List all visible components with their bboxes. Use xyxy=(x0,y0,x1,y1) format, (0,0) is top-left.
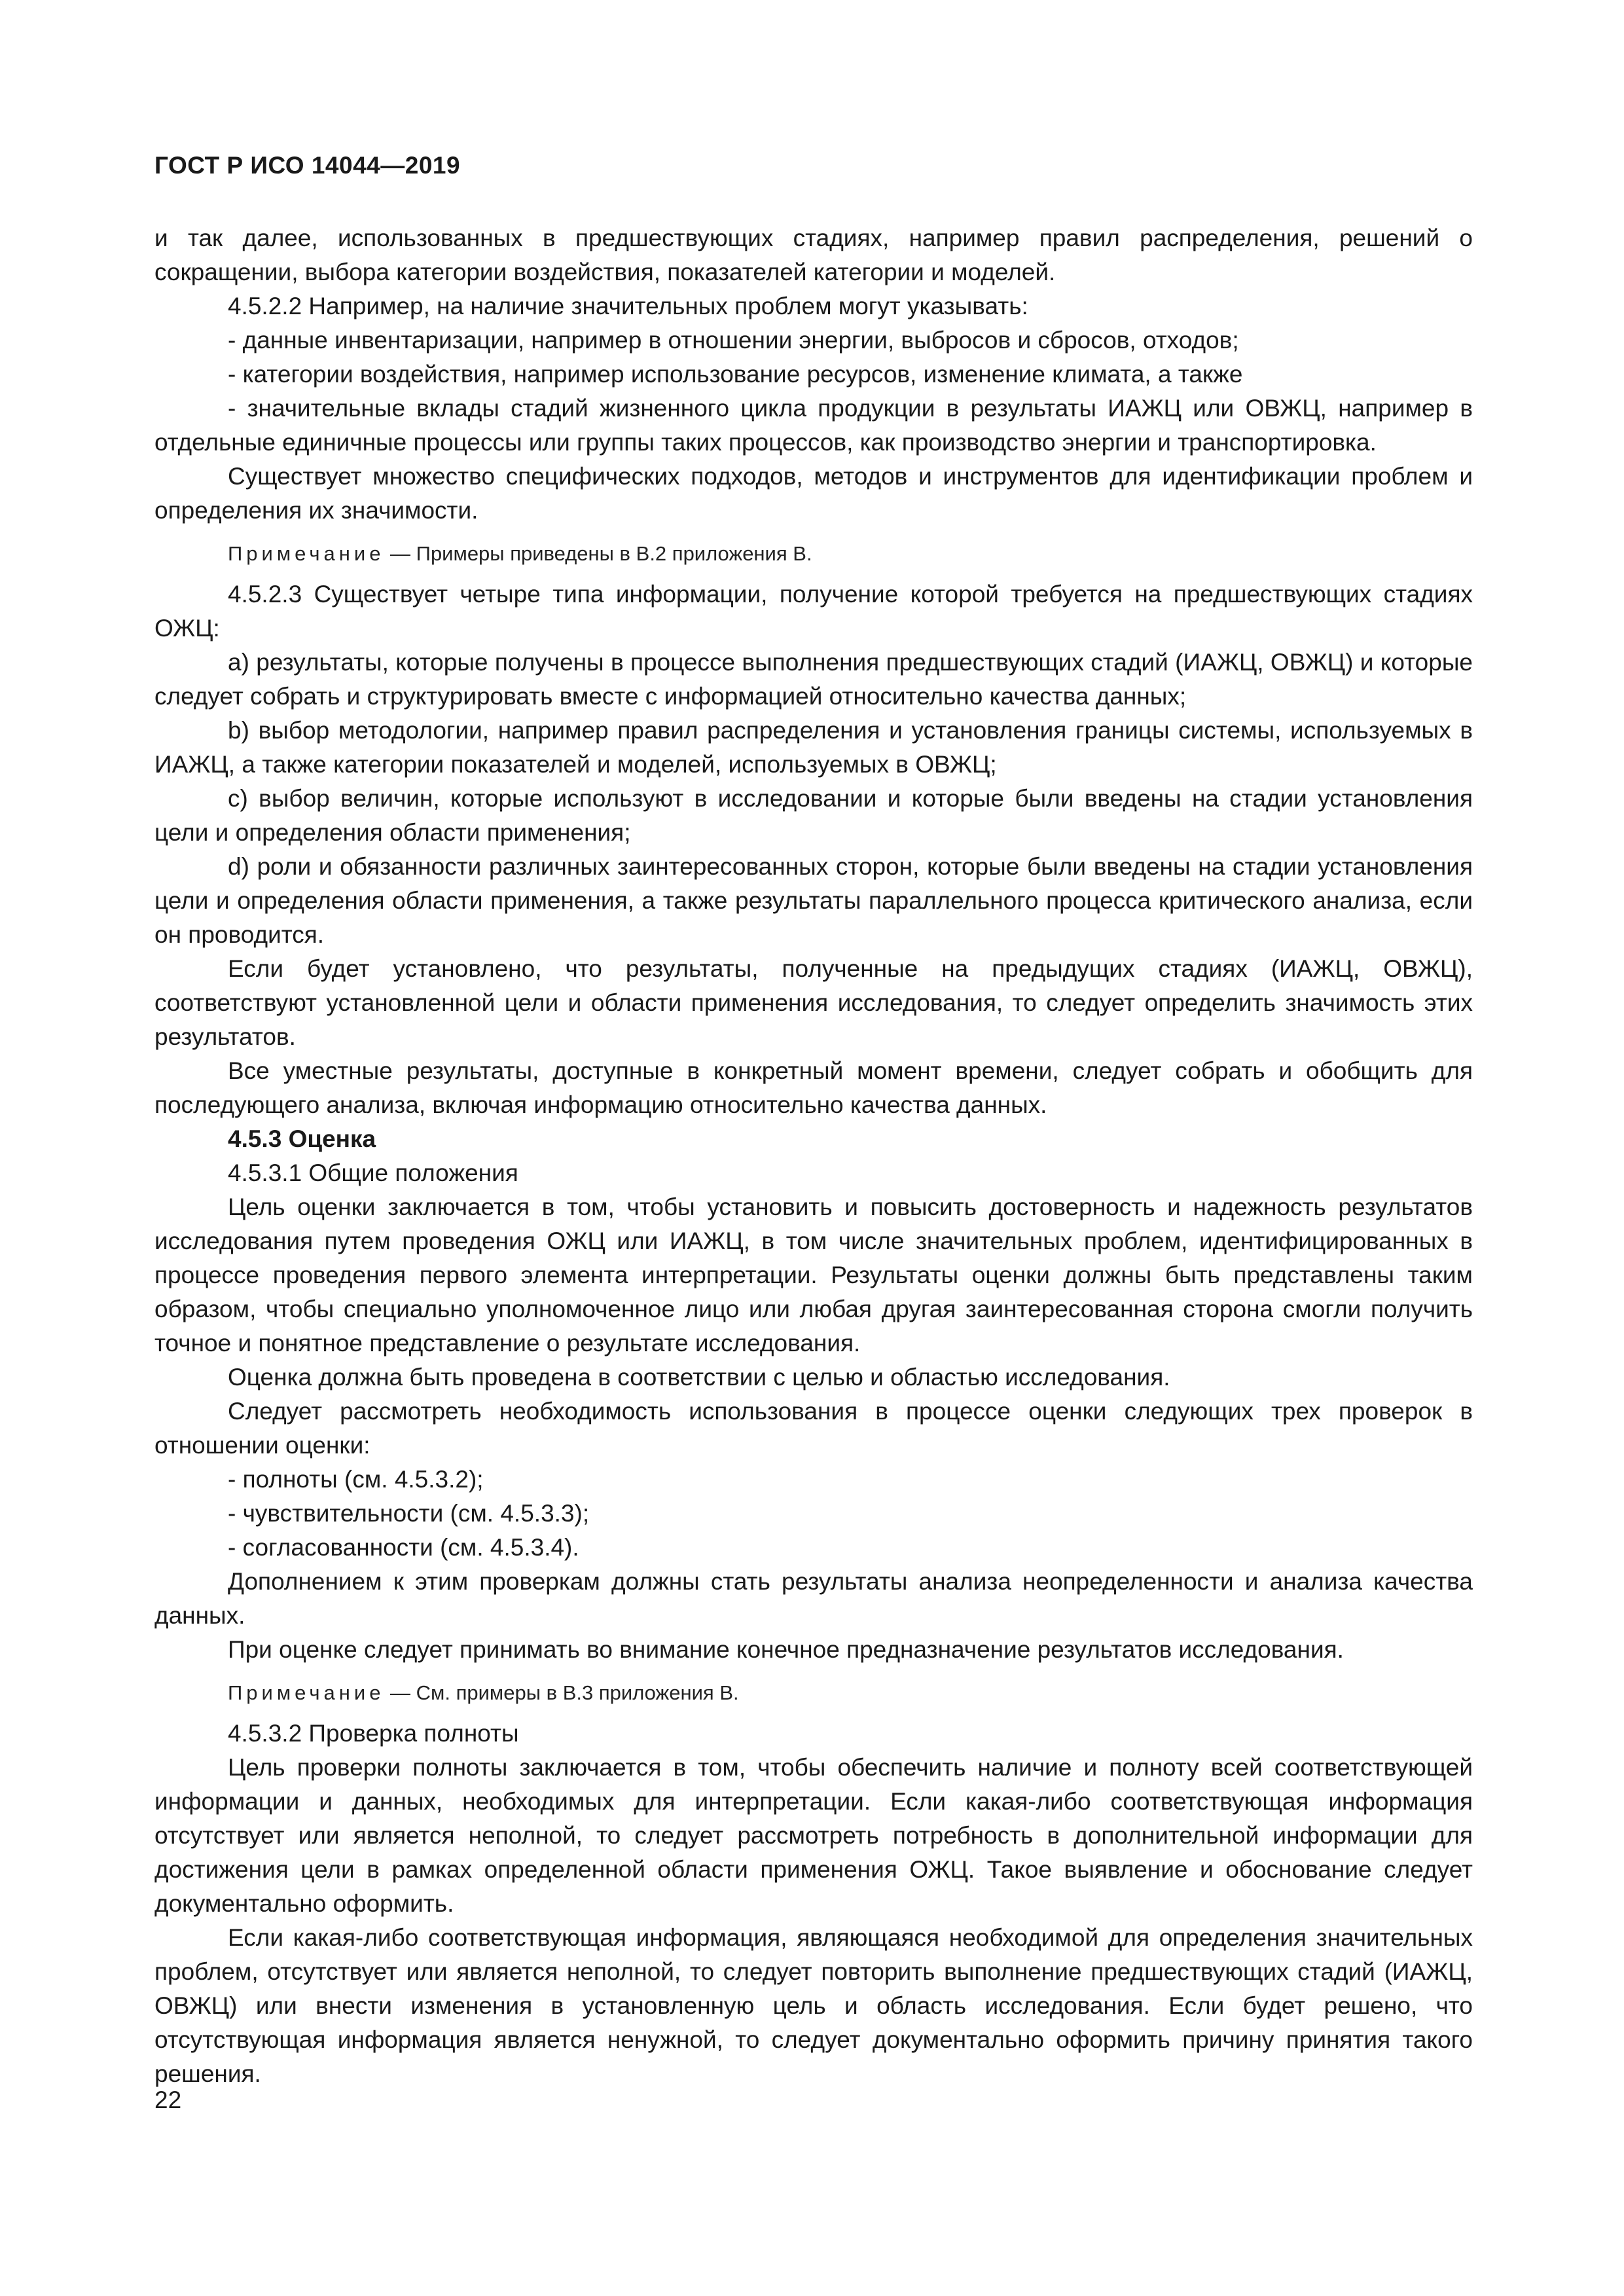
paragraph: Существует множество специфических подходов, методов и инструментов для идентификации проблем и определения их значимости. xyxy=(154,463,1473,524)
paragraph: При оценке следует принимать во внимание конечное предназначение результатов исследования. xyxy=(228,1636,1344,1663)
page-number: 22 xyxy=(154,2086,182,2113)
paragraph: Оценка должна быть проведена в соответствии с целью и областью исследования. xyxy=(228,1364,1170,1391)
note-label: Примечание xyxy=(228,1681,385,1704)
document-page xyxy=(154,0,1473,2296)
paragraph: и так далее, использованных в предшествующих стадиях, например правил распределения, решений о сокращении, выбора категории воздействия, показателей категории и моделей. xyxy=(154,225,1473,285)
paragraph: Цель оценки заключается в том, чтобы установить и повысить достоверность и надежность результатов исследования путем проведения ОЖЦ или ИАЖЦ, в том числе значительных проблем, идентифицированных в процессе проведения первого элемента интерпретации. Результаты оценки должны быть представлены таким образом, чтобы специально уполномоченное лицо или любая другая заинтересованная сторона смогли получить точное и понятное представление о результате исследования. xyxy=(154,1194,1473,1357)
note-text: — См. примеры в В.3 приложения В. xyxy=(384,1681,739,1704)
list-item: d) роли и обязанности различных заинтересованных сторон, которые были введены на стадии установления цели и определения области применения, а также результаты параллельного процесса критического анализа, если он проводится. xyxy=(154,853,1473,948)
list-item: - полноты (см. 4.5.3.2); xyxy=(228,1466,484,1493)
document-body xyxy=(154,221,1473,2091)
paragraph: Если будет установлено, что результаты, полученные на предыдущих стадиях (ИАЖЦ, ОВЖЦ), соответствуют установленной цели и области применения исследования, то следует определить значимость этих результатов. xyxy=(154,955,1473,1050)
paragraph: Все уместные результаты, доступные в конкретный момент времени, следует собрать и обобщить для последующего анализа, включая информацию относительно качества данных. xyxy=(154,1057,1473,1118)
paragraph: 4.5.2.2 Например, на наличие значительных проблем могут указывать: xyxy=(228,293,1028,319)
list-item: - значительные вклады стадий жизненного цикла продукции в результаты ИАЖЦ или ОВЖЦ, например в отдельные единичные процессы или группы таких процессов, как производство энергии и транспортировка. xyxy=(154,395,1473,456)
paragraph: Если какая-либо соответствующая информация, являющаяся необходимой для определения значительных проблем, отсутствует или является неполной, то следует повторить выполнение предшествующих стадий (ИАЖЦ, ОВЖЦ) или внести изменения в установленную цель и область исследования. Если будет решено, что отсутствующая информация является ненужной, то следует документально оформить причину принятия такого решения. xyxy=(154,1924,1473,2087)
list-item: - данные инвентаризации, например в отношении энергии, выбросов и сбросов, отходов; xyxy=(228,327,1239,354)
paragraph: Цель проверки полноты заключается в том, чтобы обеспечить наличие и полноту всей соответствующей информации и данных, необходимых для интерпретации. Если какая-либо соответствующая информация отсутствует или является неполной, то следует рассмотреть потребность в дополнительной информации для достижения цели в рамках определенной области применения ОЖЦ. Такое выявление и обоснование следует документально оформить. xyxy=(154,1754,1473,1917)
paragraph: Следует рассмотреть необходимость использования в процессе оценки следующих трех проверок в отношении оценки: xyxy=(154,1398,1473,1459)
list-item: a) результаты, которые получены в процессе выполнения предшествующих стадий (ИАЖЦ, ОВЖЦ) и которые следует собрать и структурировать вместе с информацией относительно качества данных; xyxy=(154,649,1473,710)
list-item: c) выбор величин, которые используют в исследовании и которые были введены на стадии установления цели и определения области применения; xyxy=(154,785,1473,846)
note-label: Примечание xyxy=(228,542,385,565)
subsection-title: 4.5.3.2 Проверка полноты xyxy=(228,1720,519,1747)
note-text: — Примеры приведены в В.2 приложения В. xyxy=(384,542,812,565)
list-item: - категории воздействия, например использование ресурсов, изменение климата, а также xyxy=(228,361,1243,388)
paragraph: Дополнением к этим проверкам должны стать результаты анализа неопределенности и анализа качества данных. xyxy=(154,1568,1473,1629)
list-item: - согласованности (см. 4.5.3.4). xyxy=(228,1534,579,1561)
note xyxy=(154,539,1473,568)
list-item: - чувствительности (см. 4.5.3.3); xyxy=(228,1500,590,1527)
note xyxy=(154,1679,1473,1707)
paragraph: 4.5.2.3 Существует четыре типа информации, получение которой требуется на предшествующих стадиях ОЖЦ: xyxy=(154,581,1473,642)
document-header: ГОСТ Р ИСО 14044—2019 xyxy=(154,152,461,179)
subsection-title: 4.5.3.1 Общие положения xyxy=(228,1159,518,1186)
list-item: b) выбор методологии, например правил распределения и установления границы системы, используемых в ИАЖЦ, а также категории показателей и моделей, используемых в ОВЖЦ; xyxy=(154,717,1473,778)
section-heading: 4.5.3 Оценка xyxy=(228,1125,376,1152)
